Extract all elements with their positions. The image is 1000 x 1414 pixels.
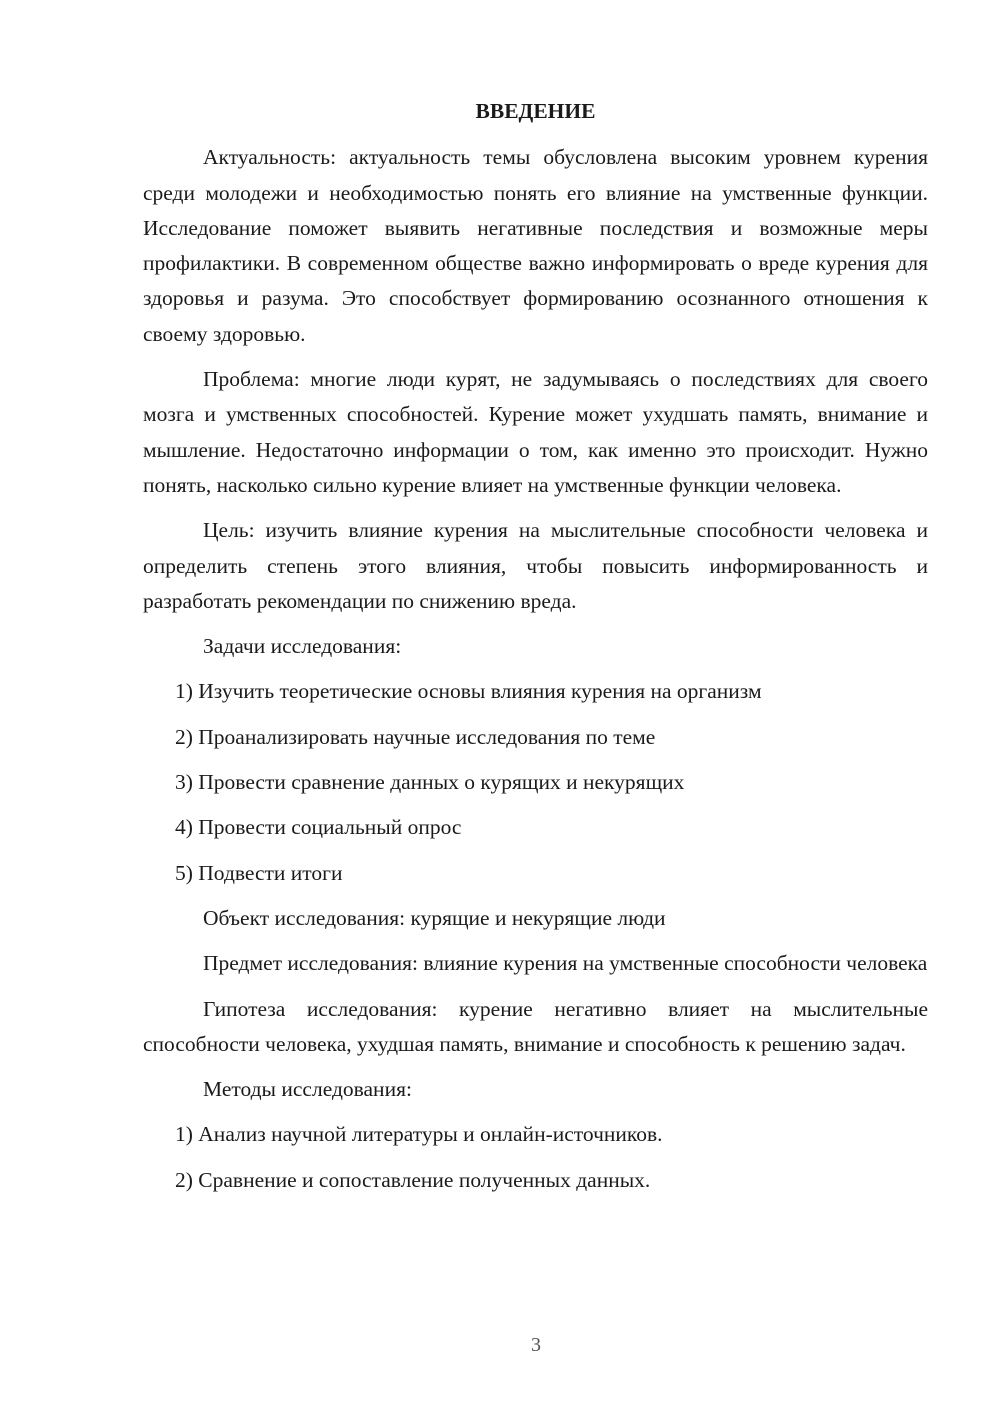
object-line: Объект исследования: курящие и некурящие люди [203,905,666,930]
page-content [143,94,928,1208]
method-item: 1) Анализ научной литературы и онлайн-источников. [175,1122,663,1147]
hypothesis-paragraph: Гипотеза исследования: курение негативно влияет на мыслительные способности человека, ухудшая память, внимание и способность к решению задач. [143,996,928,1056]
method-item: 2) Сравнение и сопоставление полученных данных. [175,1167,651,1192]
goal-paragraph: Цель: изучить влияние курения на мыслительные способности человека и определить степень этого влияния, чтобы повысить информированность и разработать рекомендации по снижению вреда. [143,518,928,613]
relevance-paragraph: Актуальность: актуальность темы обусловлена высоким уровнем курения среди молодежи и необходимостью понять его влияние на умственные функции. Исследование поможет выявить негативные последствия и возможные меры профилактики. В современном обществе важно информировать о вреде курения для здоровья и разума. Это способствует формированию осознанного отношения к своему здоровью. [143,145,928,346]
page-title: ВВЕДЕНИЕ [475,99,596,123]
task-item: 1) Изучить теоретические основы влияния курения на организм [175,679,762,704]
tasks-heading: Задачи исследования: [203,634,402,659]
task-item: 2) Проанализировать научные исследования по теме [175,724,656,749]
subject-paragraph: Предмет исследования: влияние курения на умственные способности человека [203,951,928,976]
page-number: 3 [531,1334,541,1356]
problem-paragraph: Проблема: многие люди курят, не задумываясь о последствиях для своего мозга и умственных способностей. Курение может ухудшать память, внимание и мышление. Недостаточно информации о том, как именно это происходит. Нужно понять, насколько сильно курение влияет на умственные функции человека. [143,367,928,497]
task-item: 4) Провести социальный опрос [175,815,462,840]
task-item: 5) Подвести итоги [175,860,343,885]
task-item: 3) Провести сравнение данных о курящих и некурящих [175,770,685,795]
methods-heading: Методы исследования: [203,1077,412,1102]
